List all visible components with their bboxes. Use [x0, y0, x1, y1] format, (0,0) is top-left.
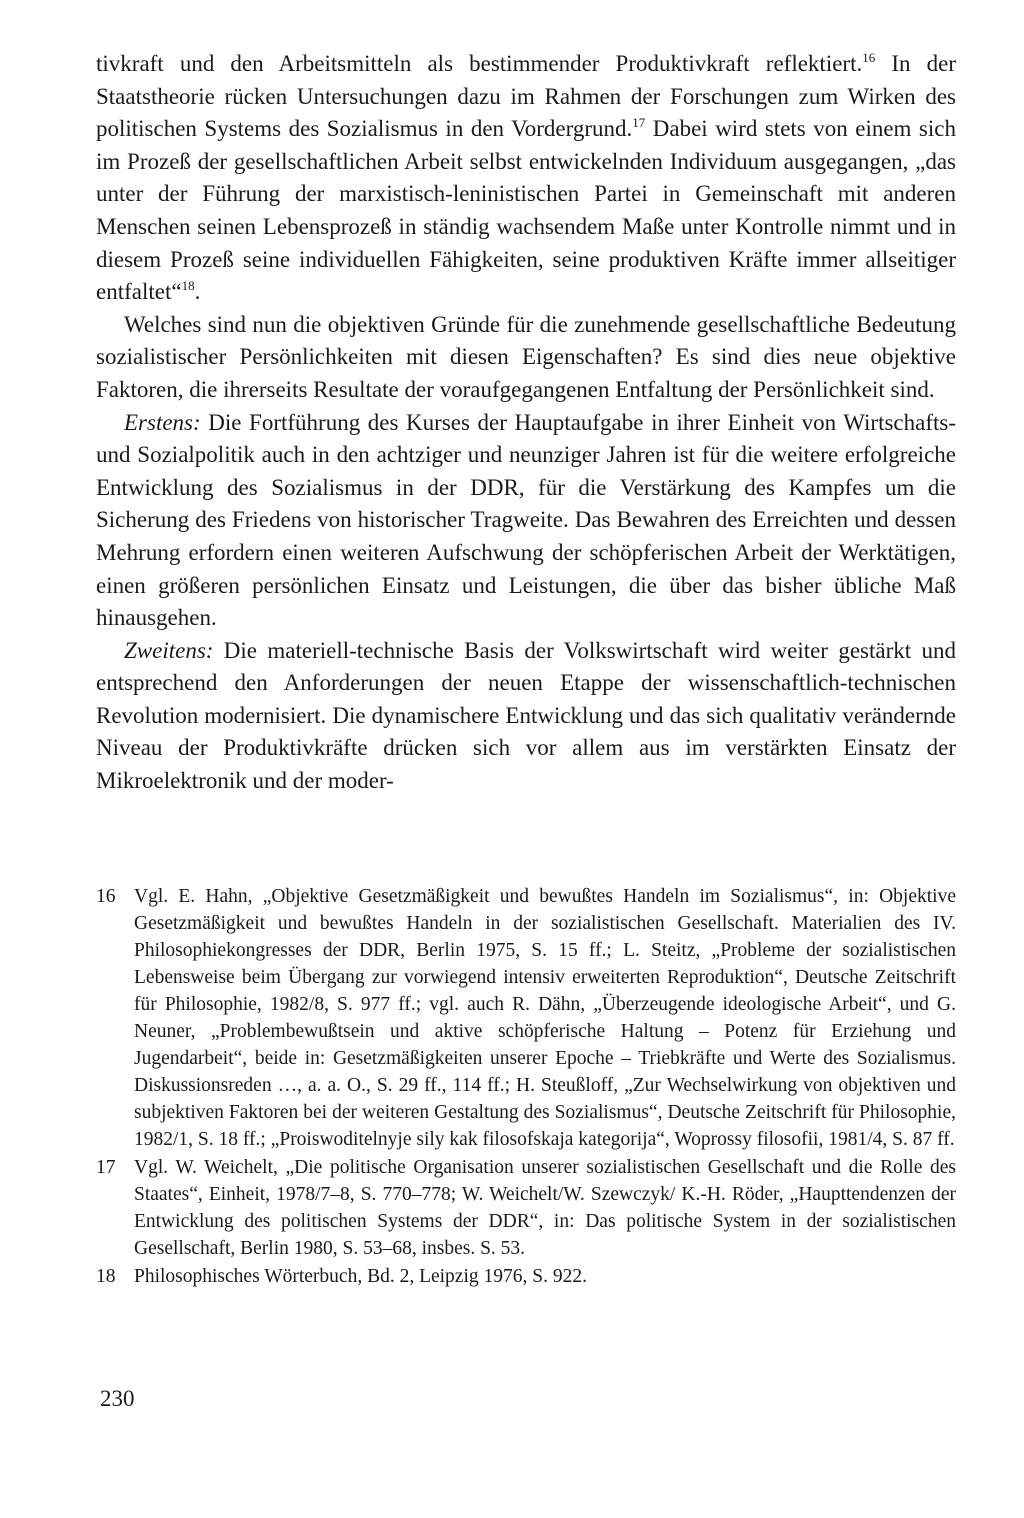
- paragraph-4: [96, 635, 956, 798]
- paragraph-4-lead: Zweitens:: [124, 637, 214, 663]
- paragraph-3-text: Die Fortführung des Kurses der Hauptaufgabe in ihrer Einheit von Wirtschafts- und Sozialpolitik auch in den achtziger und neunziger Jahren ist für die weitere erfolgreiche Entwicklung des Sozialismus in der DDR, für die Verstärkung des Kampfes um die Sicherung des Friedens von historischer Tragweite. Das Bewahren des Erreichten und dessen Mehrung erfordern einen weiteren Aufschwung der schöpferischen Arbeit der Werktätigen, einen größeren persönlichen Einsatz und Leistungen, die über das bisher übliche Maß hinausgehen.: [96, 409, 956, 631]
- paragraph-3-lead: Erstens:: [124, 409, 201, 435]
- paragraph-1-text-b: In der Staatstheorie rücken Untersuchungen dazu im Rahmen der Forschungen zum Wirken des politischen Systems des Sozialismus in den Vordergrund.: [96, 51, 956, 142]
- paragraph-3: [96, 407, 956, 635]
- paragraph-4-text: Die materiell-technische Basis der Volkswirtschaft wird weiter gestärkt und entsprechend den Anforderungen der neuen Etappe der wissenschaftlich-technischen Revolution modernisiert. Die dynamischere Entwicklung und das sich qualitativ verändernde Niveau der Produktivkräfte drücken sich vor allem aus im verstärkten Einsatz der Mikroelektronik und der moder-: [96, 637, 956, 794]
- paragraph-1-text-c: Dabei wird stets von einem sich im Prozeß der gesellschaftlichen Arbeit selbst entwickelnden Individuum ausgegangen, „das unter der Führung der marxistisch-leninistischen Partei in Gemeinschaft mit anderen Menschen seinen Lebensprozeß in ständig wachsendem Maße unter Kontrolle nimmt und in diesem Prozeß seine individuellen Fähigkeiten, seine produktiven Kräfte immer allseitiger entfaltet“: [96, 116, 956, 305]
- page-number: 230: [100, 1386, 135, 1411]
- footnote-ref-17[interactable]: 17: [632, 115, 646, 131]
- main-text: [96, 48, 956, 798]
- footnote-number: 17: [96, 1157, 116, 1178]
- footnotes: [96, 883, 956, 1291]
- footnote-17: [96, 1154, 956, 1262]
- footnote-16: [96, 883, 956, 1153]
- paragraph-1-text-d: .: [194, 279, 201, 305]
- footnote-text: Vgl. W. Weichelt, „Die politische Organisation unserer sozialistischen Gesellschaft und die Rolle des Staates“, Einheit, 1978/7–8, S. 770–778; W. Weichelt/W. Szewczyk/ K.-H. Röder, „Haupttendenzen der Entwicklung des politischen Systems der DDR“, in: Das politische System in der sozialistischen Gesellschaft, Berlin 1980, S. 53–68, insbes. S. 53.: [134, 1157, 956, 1259]
- footnote-ref-16[interactable]: 16: [862, 50, 876, 65]
- footnote-number: 16: [96, 886, 116, 907]
- footnote-text: Vgl. E. Hahn, „Objektive Gesetzmäßigkeit und bewußtes Handeln im Sozialismus“, in: Objektive Gesetzmäßigkeit und bewußtes Handeln in der sozialistischen Gesellschaft. Materialien des IV. Philosophiekongresses der DDR, Berlin 1975, S. 15 ff.; L. Steitz, „Probleme der sozialistischen Lebensweise beim Übergang zur vorwiegend intensiv erweiterten Reproduktion“, Deutsche Zeitschrift für Philosophie, 1982/8, S. 977 ff.; vgl. auch R. Dähn, „Überzeugende ideologische Arbeit“, und G. Neuner, „Problembewußtsein und aktive schöpferische Haltung – Potenz für Erziehung und Jugendarbeit“, beide in: Gesetzmäßigkeiten unserer Epoche – Triebkräfte und Werte des Sozialismus. Diskussionsreden …, a. a. O., S. 29 ff., 114 ff.; H. Steußloff, „Zur Wechselwirkung von objektiven und subjektiven Faktoren bei der weiteren Gestaltung des Sozialismus“, Deutsche Zeitschrift für Philosophie, 1982/1, S. 18 ff.; „Proiswoditelnyje sily kak filosofskaja kategorija“, Woprossy filosofii, 1981/4, S. 87 ff.: [134, 886, 956, 1150]
- footnote-18: [96, 1263, 956, 1290]
- paragraph-2: Welches sind nun die objektiven Gründe für die zunehmende gesellschaftliche Bedeutung sozialistischer Persönlichkeiten mit diesen Eigenschaften? Es sind dies neue objektive Faktoren, die ihrerseits Resultate der voraufgegangenen Entfaltung der Persönlichkeit sind.: [96, 311, 956, 402]
- footnote-ref-18[interactable]: 18: [181, 278, 195, 294]
- paragraph-1-text-a: tivkraft und den Arbeitsmitteln als bestimmender Produktivkraft reflektiert.: [96, 51, 863, 76]
- footnote-text: Philosophisches Wörterbuch, Bd. 2, Leipzig 1976, S. 922.: [134, 1266, 587, 1287]
- paragraph-1: [96, 48, 956, 309]
- footnote-number: 18: [96, 1266, 116, 1287]
